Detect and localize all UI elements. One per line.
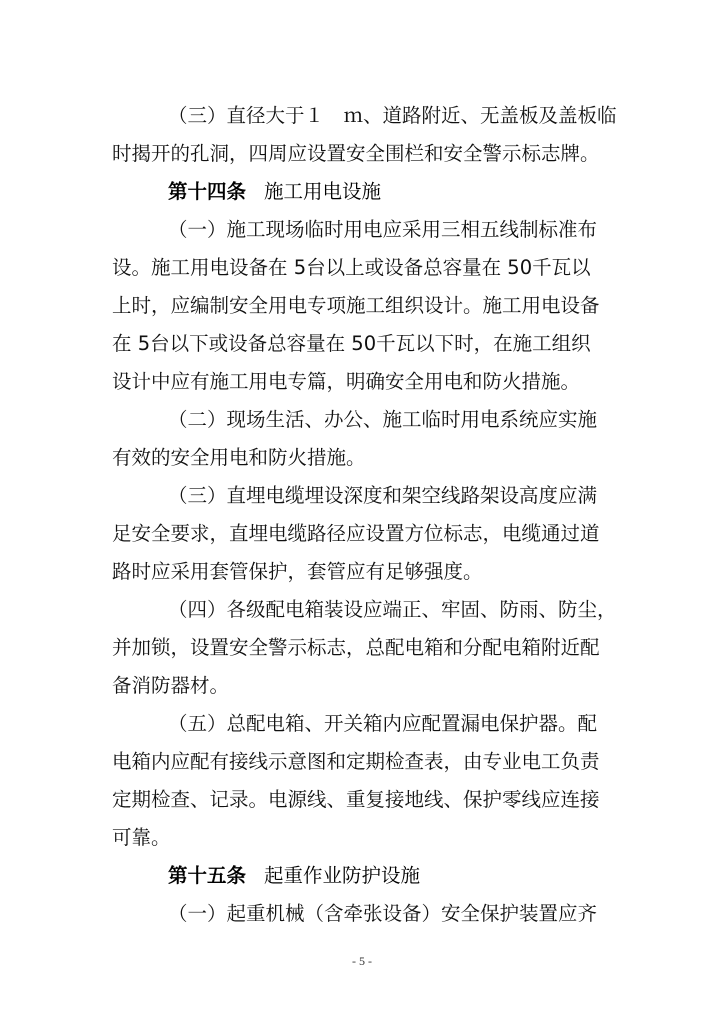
paragraph-line: 电箱内应配有接线示意图和定期检查表，由专业电工负责 — [112, 750, 600, 773]
paragraph-line: （三）直埋电缆埋设深度和架空线路架设高度应满 — [168, 484, 598, 507]
paragraph-line: 路时应采用套管保护，套管应有足够强度。 — [112, 560, 483, 583]
paragraph-line: 并加锁，设置安全警示标志，总配电箱和分配电箱附近配 — [112, 636, 600, 659]
paragraph-line: 设。施工用电设备在 5台以上或设备总容量在 50千瓦以 — [112, 256, 591, 279]
paragraph-line: （四）各级配电箱装设应端正、牢固、防雨、防尘， — [168, 598, 617, 621]
page-number: - 5 - — [352, 954, 372, 968]
paragraph-line: 有效的安全用电和防火措施。 — [112, 446, 366, 469]
paragraph-line: （三）直径大于１ ｍ、道路附近、无盖板及盖板临 — [168, 104, 617, 127]
article-heading-15 — [168, 863, 420, 889]
paragraph-line: 上时，应编制安全用电专项施工组织设计。施工用电设备 — [112, 294, 600, 317]
paragraph-line: 设计中应有施工用电专篇，明确安全用电和防火措施。 — [112, 370, 581, 393]
paragraph-line: 足安全要求，直埋电缆路径应设置方位标志，电缆通过道 — [112, 522, 600, 545]
article-title: 施工用电设施 — [264, 180, 382, 203]
paragraph-line: 备消防器材。 — [112, 674, 230, 697]
paragraph-line: （一）起重机械（含牵张设备）安全保护装置应齐 — [168, 902, 598, 925]
article-label: 第十四条 — [168, 180, 247, 203]
paragraph-line: 可靠。 — [112, 826, 171, 849]
paragraph-line: （五）总配电箱、开关箱内应配置漏电保护器。配 — [168, 712, 598, 735]
article-heading-14 — [168, 179, 381, 205]
paragraph-line: 在 5台以下或设备总容量在 50千瓦以下时，在施工组织 — [112, 332, 591, 355]
paragraph-line: 定期检查、记录。电源线、重复接地线、保护零线应连接 — [112, 788, 600, 811]
paragraph-line: 时揭开的孔洞，四周应设置安全围栏和安全警示标志牌。 — [112, 142, 600, 165]
article-title: 起重作业防护设施 — [264, 864, 421, 887]
paragraph-line: （二）现场生活、办公、施工临时用电系统应实施 — [168, 408, 598, 431]
article-label: 第十五条 — [168, 864, 247, 887]
paragraph-line: （一）施工现场临时用电应采用三相五线制标准布 — [168, 218, 598, 241]
